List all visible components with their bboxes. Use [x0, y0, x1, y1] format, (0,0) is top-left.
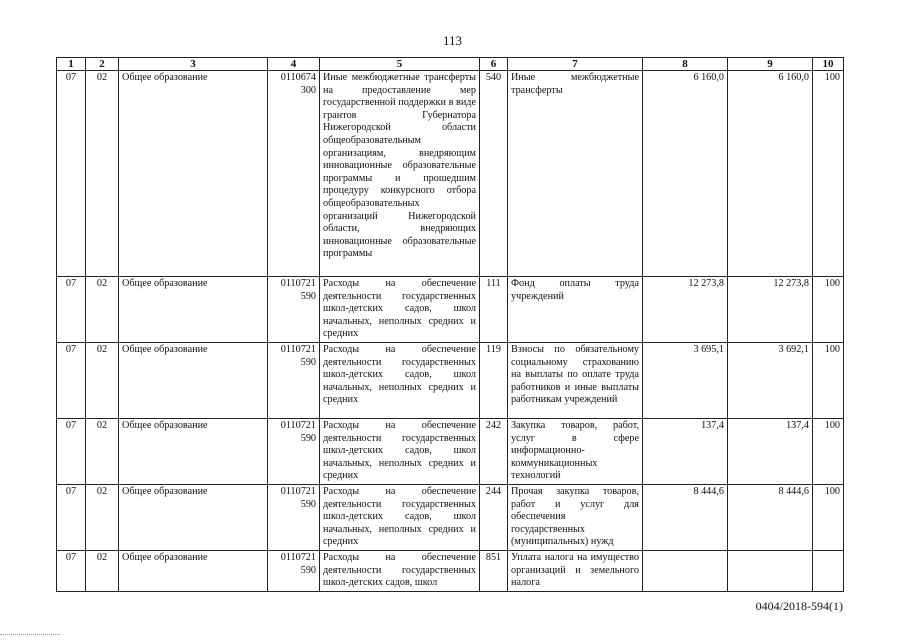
table-row	[57, 277, 844, 343]
plan-cell: 3 695,1	[643, 342, 728, 418]
actual-cell: 3 692,1	[728, 342, 813, 418]
subsection-cell: 02	[86, 550, 119, 591]
subsection-cell: 02	[86, 484, 119, 550]
page-number: 113	[442, 33, 463, 48]
section-cell: 07	[57, 71, 86, 277]
actual-cell: 8 444,6	[728, 484, 813, 550]
subsection-cell: 02	[86, 71, 119, 277]
expense-code-cell: 244	[480, 484, 508, 550]
scan-edge-mark	[0, 634, 60, 636]
name-cell: Общее образование	[119, 484, 268, 550]
subsection-cell: 02	[86, 418, 119, 484]
column-header: 5	[320, 58, 480, 71]
column-header: 3	[119, 58, 268, 71]
name-cell: Общее образование	[119, 71, 268, 277]
plan-cell: 8 444,6	[643, 484, 728, 550]
expense-code-cell: 111	[480, 277, 508, 343]
column-header: 10	[813, 58, 844, 71]
percent-cell: 100	[813, 71, 844, 277]
section-cell: 07	[57, 277, 86, 343]
section-cell: 07	[57, 550, 86, 591]
target-cell: 0110721 590	[268, 418, 320, 484]
actual-cell: 6 160,0	[728, 71, 813, 277]
section-cell: 07	[57, 418, 86, 484]
percent-cell: 100	[813, 342, 844, 418]
plan-cell	[643, 550, 728, 591]
plan-cell: 137,4	[643, 418, 728, 484]
column-header: 4	[268, 58, 320, 71]
column-header: 8	[643, 58, 728, 71]
name-cell: Общее образование	[119, 342, 268, 418]
actual-cell: 12 273,8	[728, 277, 813, 343]
target-cell: 0110721 590	[268, 550, 320, 591]
column-header: 7	[508, 58, 643, 71]
table-row	[57, 342, 844, 418]
expense-name-cell: Фонд оплаты труда учреждений	[508, 277, 643, 343]
table-row	[57, 484, 844, 550]
percent-cell: 100	[813, 418, 844, 484]
subsection-cell: 02	[86, 277, 119, 343]
percent-cell: 100	[813, 277, 844, 343]
percent-cell	[813, 550, 844, 591]
column-header: 9	[728, 58, 813, 71]
header-row	[57, 58, 844, 71]
expense-name-cell: Уплата налога на имущество организаций и земельного налога	[508, 550, 643, 591]
name-cell: Общее образование	[119, 277, 268, 343]
expense-name-cell: Закупка товаров, работ, услуг в сфере информационно-коммуникационных технологий	[508, 418, 643, 484]
plan-cell: 12 273,8	[643, 277, 728, 343]
target-cell: 0110674 300	[268, 71, 320, 277]
document-code: 0404/2018-594(1)	[755, 599, 843, 613]
purpose-cell: Расходы на обеспечение деятельности государственных школ-детских садов, школ начальных, неполных средних и средних	[320, 418, 480, 484]
expense-name-cell: Прочая закупка товаров, работ и услуг для обеспечения государственных (муниципальных) нужд	[508, 484, 643, 550]
purpose-cell: Расходы на обеспечение деятельности государственных школ-детских садов, школ начальных, неполных средних и средних	[320, 342, 480, 418]
target-cell: 0110721 590	[268, 342, 320, 418]
budget-table	[56, 57, 844, 592]
purpose-cell: Иные межбюджетные трансферты на предоставление мер государственной поддержки в виде грантов Губернатора Нижегородской области общеобразовательным организациям, внедряющим инновационные образовательные программы и прошедшим процедуру конкурсного отбора общеобразовательных организаций Нижегородской области, внедряющих инновационные образовательные программы	[320, 71, 480, 277]
name-cell: Общее образование	[119, 418, 268, 484]
subsection-cell: 02	[86, 342, 119, 418]
expense-name-cell: Иные межбюджетные трансферты	[508, 71, 643, 277]
section-cell: 07	[57, 342, 86, 418]
expense-name-cell: Взносы по обязательному социальному страхованию на выплаты по оплате труда работников и иные выплаты работникам учреждений	[508, 342, 643, 418]
purpose-cell: Расходы на обеспечение деятельности государственных школ-детских садов, школ начальных, неполных средних и средних	[320, 277, 480, 343]
actual-cell	[728, 550, 813, 591]
column-header: 1	[57, 58, 86, 71]
table-row	[57, 550, 844, 591]
expense-code-cell: 242	[480, 418, 508, 484]
column-header: 2	[86, 58, 119, 71]
plan-cell: 6 160,0	[643, 71, 728, 277]
actual-cell: 137,4	[728, 418, 813, 484]
percent-cell: 100	[813, 484, 844, 550]
purpose-cell: Расходы на обеспечение деятельности государственных школ-детских садов, школ	[320, 550, 480, 591]
name-cell: Общее образование	[119, 550, 268, 591]
column-header: 6	[480, 58, 508, 71]
target-cell: 0110721 590	[268, 484, 320, 550]
table-row	[57, 418, 844, 484]
expense-code-cell: 540	[480, 71, 508, 277]
expense-code-cell: 119	[480, 342, 508, 418]
purpose-cell: Расходы на обеспечение деятельности государственных школ-детских садов, школ начальных, неполных средних и средних	[320, 484, 480, 550]
section-cell: 07	[57, 484, 86, 550]
table-row	[57, 71, 844, 277]
target-cell: 0110721 590	[268, 277, 320, 343]
expense-code-cell: 851	[480, 550, 508, 591]
